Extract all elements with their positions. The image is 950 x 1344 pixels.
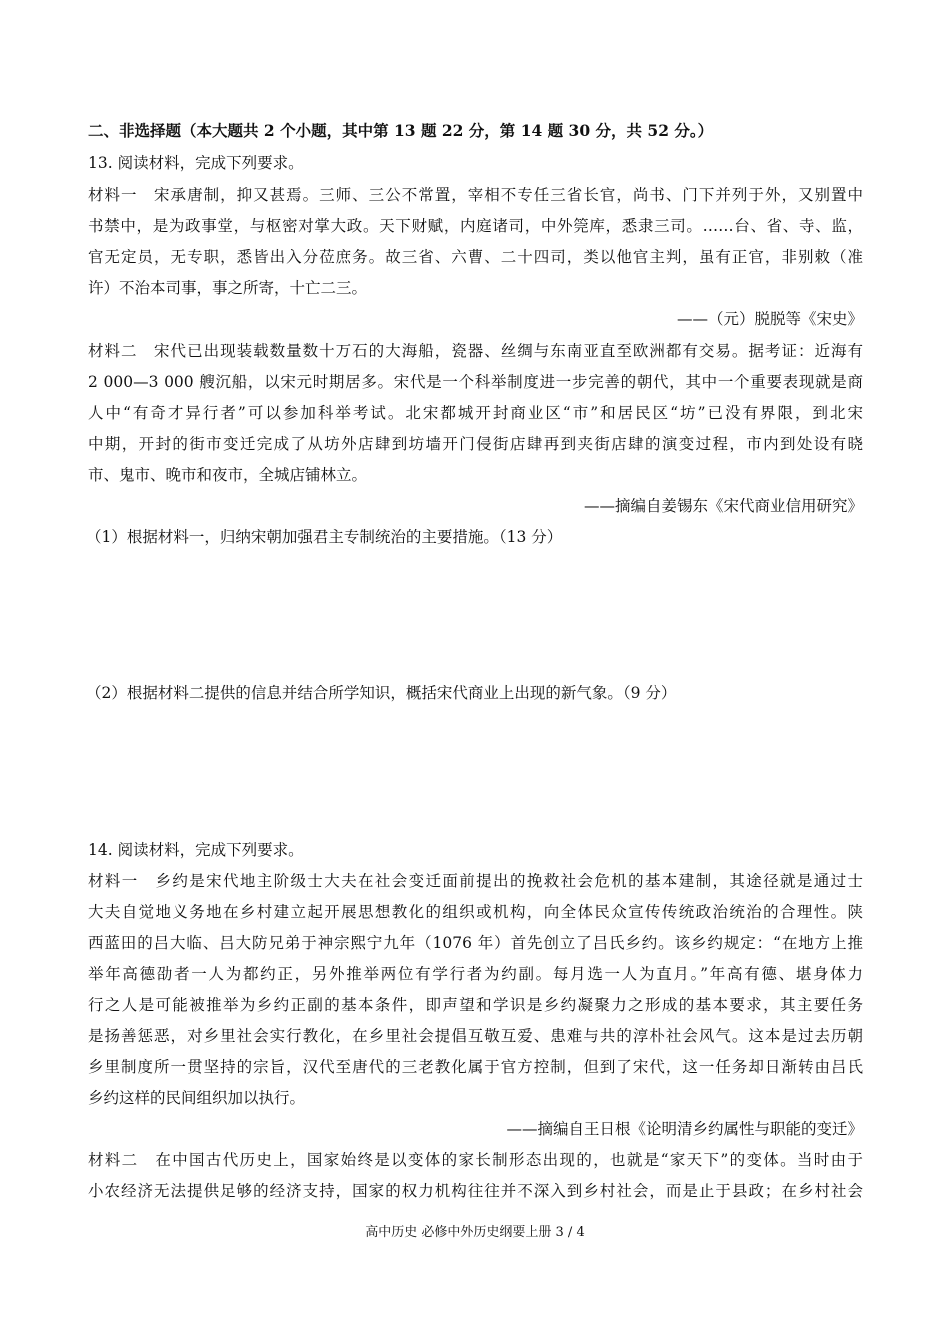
q13-material2-source: ——摘编自姜锡东《宋代商业信用研究》 — [583, 497, 863, 515]
section-heading: 二、非选择题（本大题共 2 个小题，其中第 13 题 22 分，第 14 题 30 分，共 52 分。） — [88, 121, 714, 140]
q13-material2-line: 材料二 宋代已出现装载数量数十万石的大海船，瓷器、丝绸与东南亚直至欧洲都有交易。据考证：近海有 — [88, 342, 863, 360]
q14-material1-line: 行之人是可能被推举为乡约正副的基本条件，即声望和学识是乡约凝聚力之形成的基本要求，其主要任务 — [88, 996, 863, 1014]
q14-material1-line: 乡约这样的民间组织加以执行。 — [88, 1089, 306, 1107]
q13-material2-line: 2 000—3 000 艘沉船，以宋元时期居多。宋代是一个科举制度进一步完善的朝代，其中一个重要表现就是商 — [88, 373, 863, 391]
q14-intro: 14. 阅读材料，完成下列要求。 — [88, 841, 304, 859]
q13-material2-line: 市、鬼市、晚市和夜市，全城店铺林立。 — [88, 466, 368, 484]
q13-material1-line: 许）不治本司事，事之所寄，十亡二三。 — [88, 279, 368, 297]
q13-sub-question-1: （1）根据材料一，归纳宋朝加强君主专制统治的主要措施。（13 分） — [86, 528, 563, 546]
q14-material1-line: 大夫自觉地义务地在乡村建立起开展思想教化的组织或机构，向全体民众宣传传统政治统治的合理性。陕 — [88, 903, 863, 921]
q14-material1-line: 举年高德劭者一人为都约正，另外推举两位有学行者为约副。每月选一人为直月。”年高有德、堪身体力 — [88, 965, 863, 983]
q13-intro: 13. 阅读材料，完成下列要求。 — [88, 154, 304, 172]
q14-material2-line: 材料二 在中国古代历史上，国家始终是以变体的家长制形态出现的，也就是“家天下”的变体。当时由于 — [88, 1151, 863, 1169]
q14-material1-line: 乡里制度所一贯坚持的宗旨，汉代至唐代的三老教化属于官方控制，但到了宋代，这一任务却日渐转由吕氏 — [88, 1058, 863, 1076]
q14-material1-line: 西蓝田的吕大临、吕大防兄弟于神宗熙宁九年（1076 年）首先创立了吕氏乡约。该乡约规定：“在地方上推 — [88, 934, 863, 952]
q13-material2-line: 人中“有奇才异行者”可以参加科举考试。北宋都城开封商业区“市”和居民区“坊”已没有界限，到北宋 — [88, 404, 863, 422]
q13-material2-line: 中期，开封的街市变迁完成了从坊外店肆到坊墙开门侵街店肆再到夹街店肆的演变过程，市内到处设有晓 — [88, 435, 863, 453]
q13-sub-question-2: （2）根据材料二提供的信息并结合所学知识，概括宋代商业上出现的新气象。（9 分） — [86, 684, 677, 702]
q14-material2-line: 小农经济无法提供足够的经济支持，国家的权力机构往往并不深入到乡村社会，而是止于县政；在乡村社会 — [88, 1182, 863, 1200]
q13-material1-line: 书禁中，是为政事堂，与枢密对掌大政。天下财赋，内庭诸司，中外筦库，悉隶三司。……台、省、寺、监， — [88, 217, 863, 235]
q13-material1-source: ——（元）脱脱等《宋史》 — [676, 310, 863, 328]
q13-material1-line: 材料一 宋承唐制，抑又甚焉。三师、三公不常置，宰相不专任三省长官，尚书、门下并列于外，又别置中 — [88, 186, 863, 204]
page-footer: 高中历史 必修中外历史纲要上册 3 / 4 — [365, 1225, 585, 1240]
q14-material1-line: 材料一 乡约是宋代地主阶级士大夫在社会变迁面前提出的挽救社会危机的基本建制，其途径就是通过士 — [88, 872, 863, 890]
q14-material1-line: 是扬善惩恶，对乡里社会实行教化，在乡里社会提倡互敬互爱、患难与共的淳朴社会风气。这本是过去历朝 — [88, 1027, 863, 1045]
q14-material1-source: ——摘编自王日根《论明清乡约属性与职能的变迁》 — [506, 1120, 863, 1138]
q13-material1-line: 官无定员，无专职，悉皆出入分莅庶务。故三省、六曹、二十四司，类以他官主判，虽有正官，非别敕（准 — [88, 248, 863, 266]
